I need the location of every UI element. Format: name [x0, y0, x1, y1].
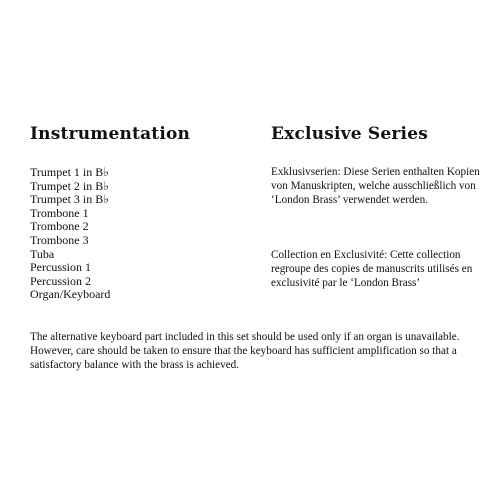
german-description: Exklusivserien: Diese Serien enthalten Kopien von Manuskripten, welche ausschließlich von ‘London Brass’ verwendet werden. — [271, 166, 480, 206]
instrument-list — [30, 166, 110, 302]
instrumentation-heading: Instrumentation — [30, 124, 191, 144]
keyboard-note: The alternative keyboard part included in this set should be used only if an organ is unavailable. However, care should be taken to ensure that the keyboard has sufficient amplification so that a satisfactory balance with the brass is achieved. — [30, 331, 460, 372]
instrument-item: Trumpet 3 in B♭ — [30, 192, 109, 207]
instrument-item: Organ/Keyboard — [30, 287, 111, 302]
french-description: Collection en Exclusivité: Cette collection regroupe des copies de manuscrits utilisés en exclusivité par le ‘London Brass’ — [271, 249, 473, 289]
instrument-item: Percussion 2 — [30, 273, 91, 288]
instrument-item: Trombone 3 — [30, 232, 89, 247]
instrument-item: Tuba — [30, 246, 55, 261]
instrument-item: Trombone 1 — [30, 205, 89, 220]
exclusive-series-heading: Exclusive Series — [271, 124, 428, 144]
instrument-item: Trumpet 2 in B♭ — [30, 178, 109, 193]
instrument-item: Percussion 1 — [30, 260, 91, 275]
instrument-item: Trumpet 1 in B♭ — [30, 165, 109, 179]
instrument-item: Trombone 2 — [30, 219, 89, 234]
